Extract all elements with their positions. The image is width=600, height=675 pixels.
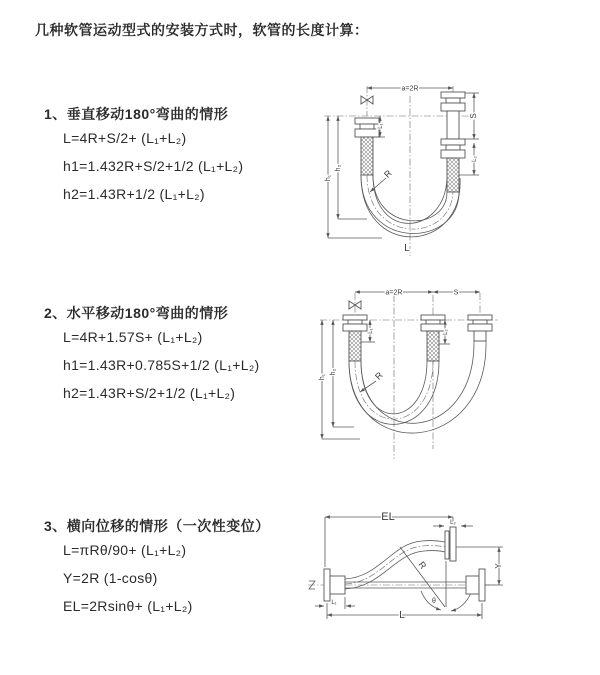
dim-label-l2: L₂ [450, 520, 456, 526]
middle-fitting [421, 315, 445, 361]
dim-label-h1: h₁ [319, 373, 326, 381]
diagram-3-drawing [300, 505, 600, 655]
radius-label: R [373, 370, 385, 382]
right-fitting [468, 315, 492, 341]
right-fitting [441, 92, 465, 192]
dim-label-l1: L₁ [331, 600, 337, 606]
page-title: 几种软管运动型式的安装方式时，软管的长度计算： [35, 22, 369, 38]
formula-l: L=πRθ/90+ (L₁+L₂) [63, 542, 187, 558]
hose-curves [361, 175, 460, 237]
dim-label-y: Y [494, 563, 503, 569]
upper-flange [445, 527, 456, 561]
dim-label-l: L [399, 610, 405, 621]
section-lateral-displacement [44, 516, 270, 620]
section-2-heading: 2、水平移动180°弯曲的情形 [44, 305, 229, 321]
radius-label: R [382, 168, 394, 180]
section-1-heading: 1、垂直移动180°弯曲的情形 [44, 106, 229, 122]
left-fitting [343, 315, 367, 361]
dim-label-width: a=2R [401, 85, 419, 93]
formula-l: L=4R+S/2+ (L₁+L₂) [63, 130, 187, 146]
dim-label-s: S [469, 113, 478, 119]
dim-label-l1: L₁ [378, 123, 384, 129]
formula-h1: h1=1.432R+S/2+1/2 (L₁+L₂) [63, 158, 244, 174]
dimension-labels [331, 511, 503, 621]
dim-label-l2: L₂ [472, 156, 478, 162]
dim-label-h1: h₁ [325, 174, 332, 182]
dim-label-l2: L₂ [443, 329, 449, 335]
dim-label-width: a=2R [385, 289, 403, 297]
dim-label-el: EL [381, 511, 395, 523]
section-vertical-180 [44, 104, 243, 208]
right-flange [466, 569, 485, 601]
formula-h1: h1=1.43R+0.785S+1/2 (L₁+L₂) [63, 357, 260, 373]
dimension-lines [315, 517, 503, 619]
angle-label: θ [432, 598, 436, 605]
section-horizontal-180 [44, 303, 260, 407]
section-3-heading: 3、横向位移的情形（一次性变位） [44, 518, 270, 534]
diagram-horizontal-180-bend [308, 287, 600, 469]
dim-label-h2: h₂ [330, 368, 337, 376]
left-fitting [355, 118, 379, 175]
diagram-2-drawing [308, 287, 600, 469]
radius-label: R [416, 559, 429, 571]
dim-label-h2: h₂ [335, 164, 342, 172]
diagram-lateral-displacement [300, 505, 600, 655]
diagram-1-drawing [312, 78, 590, 260]
dim-label-s: S [453, 289, 459, 297]
diagram-vertical-180-bend [312, 78, 590, 260]
dim-label-l1: L₁ [368, 328, 374, 334]
formula-h2: h2=1.43R+1/2 (L₁+L₂) [63, 186, 205, 202]
formula-l: L=4R+1.57S+ (L₁+L₂) [63, 329, 203, 345]
length-label: L [404, 243, 410, 254]
formula-y: Y=2R (1-cosθ) [63, 570, 158, 586]
left-flange [324, 569, 345, 601]
formula-el: EL=2Rsinθ+ (L₁+L₂) [63, 598, 193, 614]
hose-curves [349, 341, 486, 433]
formula-h2: h2=1.43R+S/2+1/2 (L₁+L₂) [63, 385, 236, 401]
